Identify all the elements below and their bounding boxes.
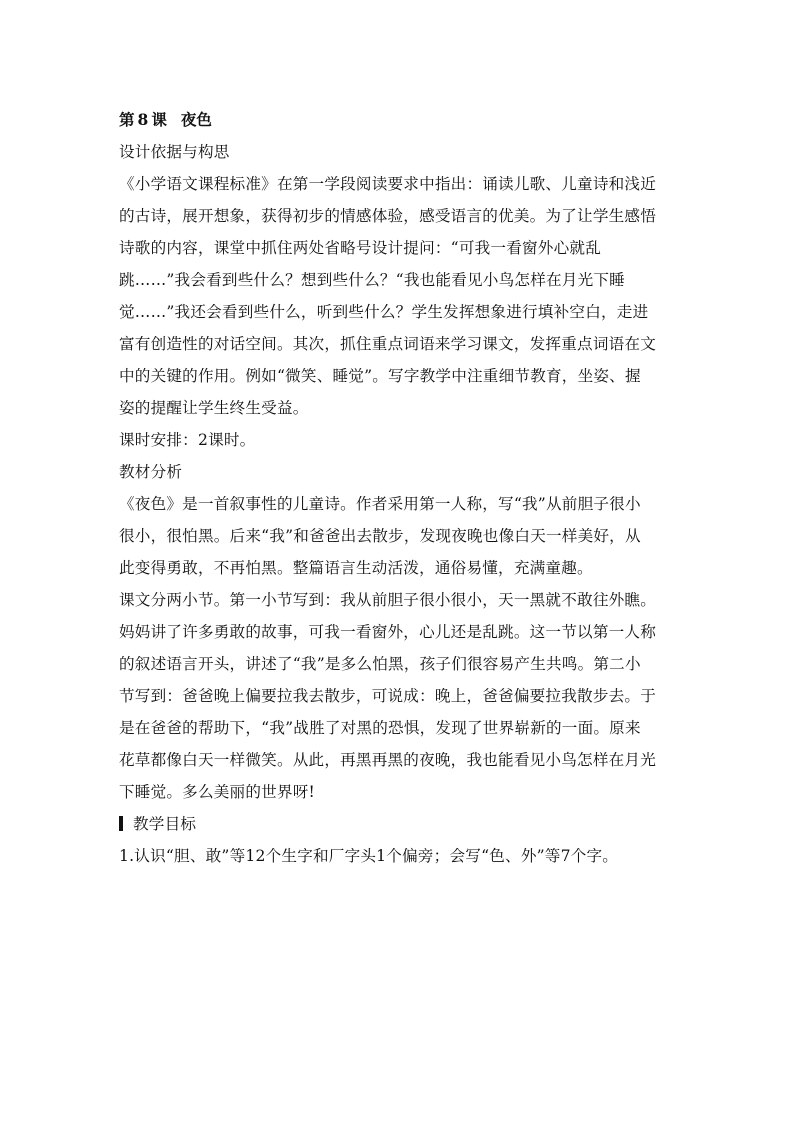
lesson-title-suffix: 课 bbox=[151, 110, 167, 129]
design-paragraph bbox=[119, 168, 667, 424]
paragraph-line: 诗歌的内容，课堂中抓住两处省略号设计提问：“可我一看窗外心就乱 bbox=[119, 239, 601, 257]
section-bar-icon bbox=[119, 816, 123, 831]
paragraph-line: 《小学语文课程标准》在第一学段阅读要求中指出：诵读儿歌、儿童诗和浅近 bbox=[119, 175, 656, 193]
paragraph-line: 富有创造性的对话空间。其次，抓住重点词语来学习课文，发挥重点词语在文 bbox=[119, 335, 656, 353]
paragraph-line: 下睡觉。多么美丽的世界呀! bbox=[119, 783, 315, 801]
heading-design-basis: 设计依据与构思 bbox=[119, 143, 230, 161]
analysis-paragraph bbox=[119, 488, 667, 584]
paragraph-line: 跳……”我会看到些什么？想到些什么？“我也能看见小鸟怎样在月光下睡 bbox=[119, 271, 625, 289]
paragraph-line: 姿的提醒让学生终生受益。 bbox=[119, 399, 309, 417]
class-hours: 课时安排：2课时。 bbox=[119, 431, 256, 449]
paragraph-line: 觉……”我还会看到些什么，听到些什么？学生发挥想象进行填补空白，走进 bbox=[119, 303, 649, 321]
paragraph-line: 此变得勇敢，不再怕黑。整篇语言生动活泼，通俗易懂，充满童趣。 bbox=[119, 559, 593, 577]
paragraph-line: 节写到：爸爸晚上偏要拉我去散步，可说成：晚上，爸爸偏要拉我散步去。于 bbox=[119, 687, 656, 705]
heading-material-analysis: 教材分析 bbox=[119, 463, 183, 481]
paragraph-line: 花草都像白天一样微笑。从此，再黑再黑的夜晚，我也能看见小鸟怎样在月光 bbox=[119, 751, 656, 769]
paragraph-line: 是在爸爸的帮助下，“我”战胜了对黑的恐惧，发现了世界崭新的一面。原来 bbox=[119, 719, 641, 737]
heading-teaching-goals-label: 教学目标 bbox=[133, 815, 197, 833]
lesson-title bbox=[119, 104, 667, 136]
heading-teaching-goals bbox=[119, 808, 667, 840]
paragraph-line: 《夜色》是一首叙事性的儿童诗。作者采用第一人称，写“我”从前胆子很小 bbox=[119, 495, 641, 513]
structure-paragraph bbox=[119, 584, 667, 808]
document-body bbox=[119, 104, 667, 872]
paragraph-line: 的叙述语言开头，讲述了“我”是多么怕黑，孩子们很容易产生共鸣。第二小 bbox=[119, 655, 641, 673]
lesson-title-prefix: 第 bbox=[119, 110, 135, 129]
paragraph-line: 妈妈讲了许多勇敢的故事，可我一看窗外，心儿还是乱跳。这一节以第一人称 bbox=[119, 623, 656, 641]
goal-item: 1.认识“胆、敢”等12个生字和厂字头1个偏旁；会写“色、外”等7个字。 bbox=[119, 847, 619, 865]
paragraph-line: 课文分两小节。第一小节写到：我从前胆子很小很小，天一黑就不敢往外瞧。 bbox=[119, 591, 656, 609]
paragraph-line: 的古诗，展开想象，获得初步的情感体验，感受语言的优美。为了让学生感悟 bbox=[119, 207, 656, 225]
lesson-name: 夜色 bbox=[180, 110, 212, 129]
paragraph-line: 中的关键的作用。例如“微笑、睡觉”。写字教学中注重细节教育，坐姿、握 bbox=[119, 367, 641, 385]
lesson-number: 8 bbox=[137, 110, 149, 129]
paragraph-line: 很小，很怕黑。后来“我”和爸爸出去散步，发现夜晚也像白天一样美好，从 bbox=[119, 527, 641, 545]
